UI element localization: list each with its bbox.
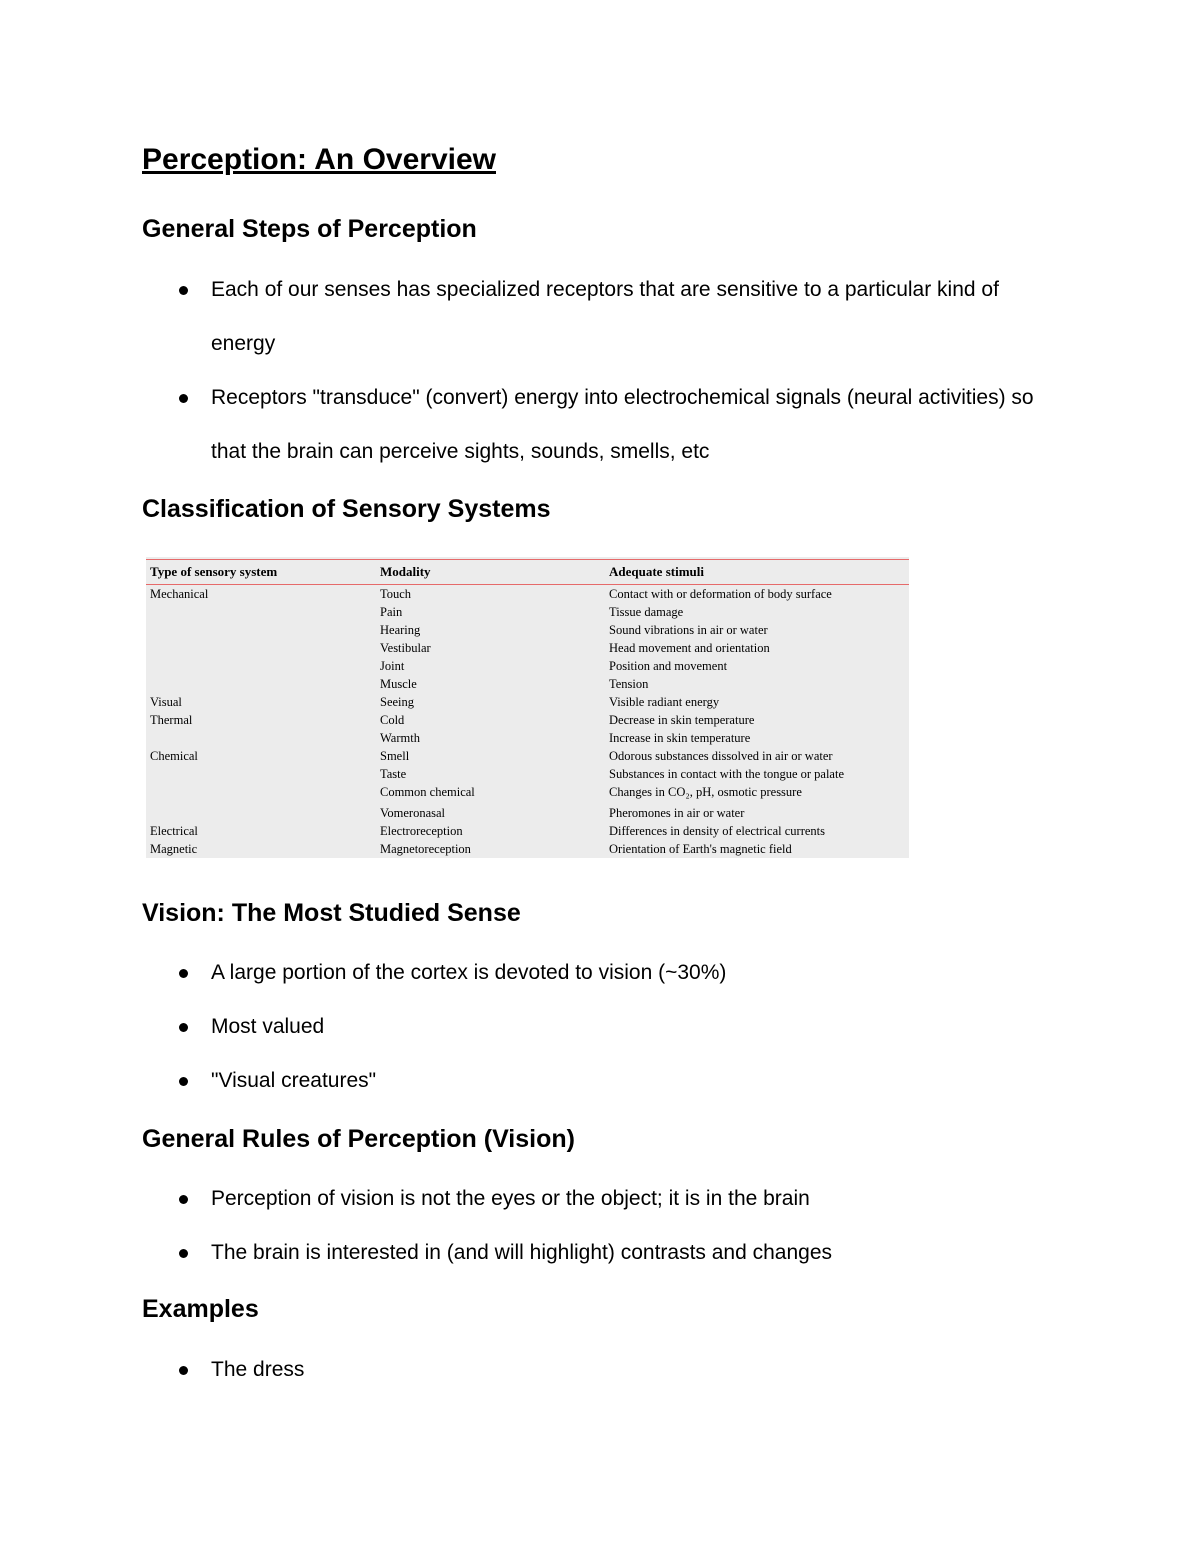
table-row — [146, 603, 909, 621]
table-row — [146, 657, 909, 675]
table-cell: Visible radiant energy — [609, 695, 720, 709]
table-cell: Thermal — [150, 713, 193, 727]
list-item-text: "Visual creatures" — [211, 1069, 377, 1092]
table-cell: Magnetic — [150, 842, 198, 856]
table-cell: Electrical — [150, 824, 198, 838]
table-cell: Tissue damage — [609, 605, 684, 619]
table-cell: Vestibular — [380, 641, 431, 655]
table-top-rule — [146, 559, 909, 560]
table-row — [146, 822, 909, 840]
table-cell: Orientation of Earth's magnetic field — [609, 842, 792, 856]
table-cell: Electroreception — [380, 824, 463, 838]
table-header-cell: Modality — [380, 564, 431, 579]
table-header-row — [146, 563, 909, 581]
table-cell: Contact with or deformation of body surface — [609, 587, 832, 601]
table-cell: Mechanical — [150, 587, 209, 601]
sensory-systems-table — [146, 557, 909, 858]
list-item-text: The dress — [211, 1358, 305, 1381]
table-cell: Head movement and orientation — [609, 641, 770, 655]
table-cell: Hearing — [380, 623, 421, 637]
table-cell: Increase in skin temperature — [609, 731, 751, 745]
vision-list — [0, 946, 1041, 1108]
list-item — [0, 1000, 1041, 1054]
table-cell: Vomeronasal — [380, 806, 446, 820]
table-cell: Seeing — [380, 695, 415, 709]
table-cell: Tension — [609, 677, 649, 691]
table-row — [146, 783, 909, 801]
list-item — [0, 1054, 1041, 1108]
bullet-icon — [179, 1077, 188, 1086]
table-row — [146, 693, 909, 711]
bullet-icon — [179, 1366, 188, 1375]
page-title: Perception: An Overview — [142, 143, 496, 176]
table-row — [146, 639, 909, 657]
table-cell: Taste — [380, 767, 407, 781]
table-row — [146, 711, 909, 729]
table-cell: Differences in density of electrical currents — [609, 824, 825, 838]
bullet-icon — [179, 286, 188, 295]
section-heading-general-rules: General Rules of Perception (Vision) — [142, 1125, 575, 1153]
table-cell: Common chemical — [380, 785, 475, 799]
list-item-text: A large portion of the cortex is devoted to vision (~30%) — [211, 961, 727, 984]
table-cell: Touch — [380, 587, 412, 601]
table-header-cell: Type of sensory system — [150, 564, 278, 579]
list-item — [0, 946, 1041, 1000]
table-row — [146, 585, 909, 603]
table-cell: Position and movement — [609, 659, 728, 673]
table-cell: Joint — [380, 659, 405, 673]
bullet-icon — [179, 969, 188, 978]
list-item — [0, 1172, 1041, 1226]
general-steps-list — [0, 263, 1041, 479]
table-cell: Pain — [380, 605, 403, 619]
table-row — [146, 804, 909, 822]
section-heading-examples: Examples — [142, 1295, 259, 1323]
list-item — [0, 371, 1041, 479]
table-cell: Visual — [150, 695, 182, 709]
section-heading-vision: Vision: The Most Studied Sense — [142, 899, 521, 927]
list-item-text: Receptors "transduce" (convert) energy into electrochemical signals (neural activities) so that the brain can perceive sights, sounds, smells, etc — [211, 386, 1034, 463]
table-cell: Substances in contact with the tongue or palate — [609, 767, 845, 781]
table-row — [146, 675, 909, 693]
table-row — [146, 729, 909, 747]
table-row — [146, 765, 909, 783]
table-cell: Chemical — [150, 749, 198, 763]
table-header-cell: Adequate stimuli — [609, 564, 704, 579]
list-item — [0, 1226, 1041, 1280]
table-cell: Sound vibrations in air or water — [609, 623, 768, 637]
list-item-text: Each of our senses has specialized receptors that are sensitive to a particular kind of energy — [211, 278, 999, 355]
table-row — [146, 621, 909, 639]
table-cell: Magnetoreception — [380, 842, 471, 856]
table-cell: Changes in CO₂, pH, osmotic pressure — [609, 785, 802, 799]
list-item — [0, 1343, 1041, 1397]
general-rules-list — [0, 1172, 1041, 1280]
examples-list — [0, 1343, 1041, 1397]
bullet-icon — [179, 1249, 188, 1258]
bullet-icon — [179, 394, 188, 403]
section-heading-general-steps: General Steps of Perception — [142, 215, 477, 243]
list-item-text: The brain is interested in (and will highlight) contrasts and changes — [211, 1241, 833, 1264]
table-cell: Smell — [380, 749, 410, 763]
table-row — [146, 747, 909, 765]
table-cell: Warmth — [380, 731, 420, 745]
table-cell: Decrease in skin temperature — [609, 713, 755, 727]
list-item-text: Most valued — [211, 1015, 325, 1038]
table-cell: Pheromones in air or water — [609, 806, 745, 820]
section-heading-classification: Classification of Sensory Systems — [142, 495, 551, 523]
table-cell: Muscle — [380, 677, 417, 691]
list-item — [0, 263, 1041, 371]
table-cell: Cold — [380, 713, 405, 727]
bullet-icon — [179, 1023, 188, 1032]
table-cell: Odorous substances dissolved in air or water — [609, 749, 833, 763]
table-row — [146, 840, 909, 858]
list-item-text: Perception of vision is not the eyes or the object; it is in the brain — [211, 1187, 810, 1210]
bullet-icon — [179, 1195, 188, 1204]
